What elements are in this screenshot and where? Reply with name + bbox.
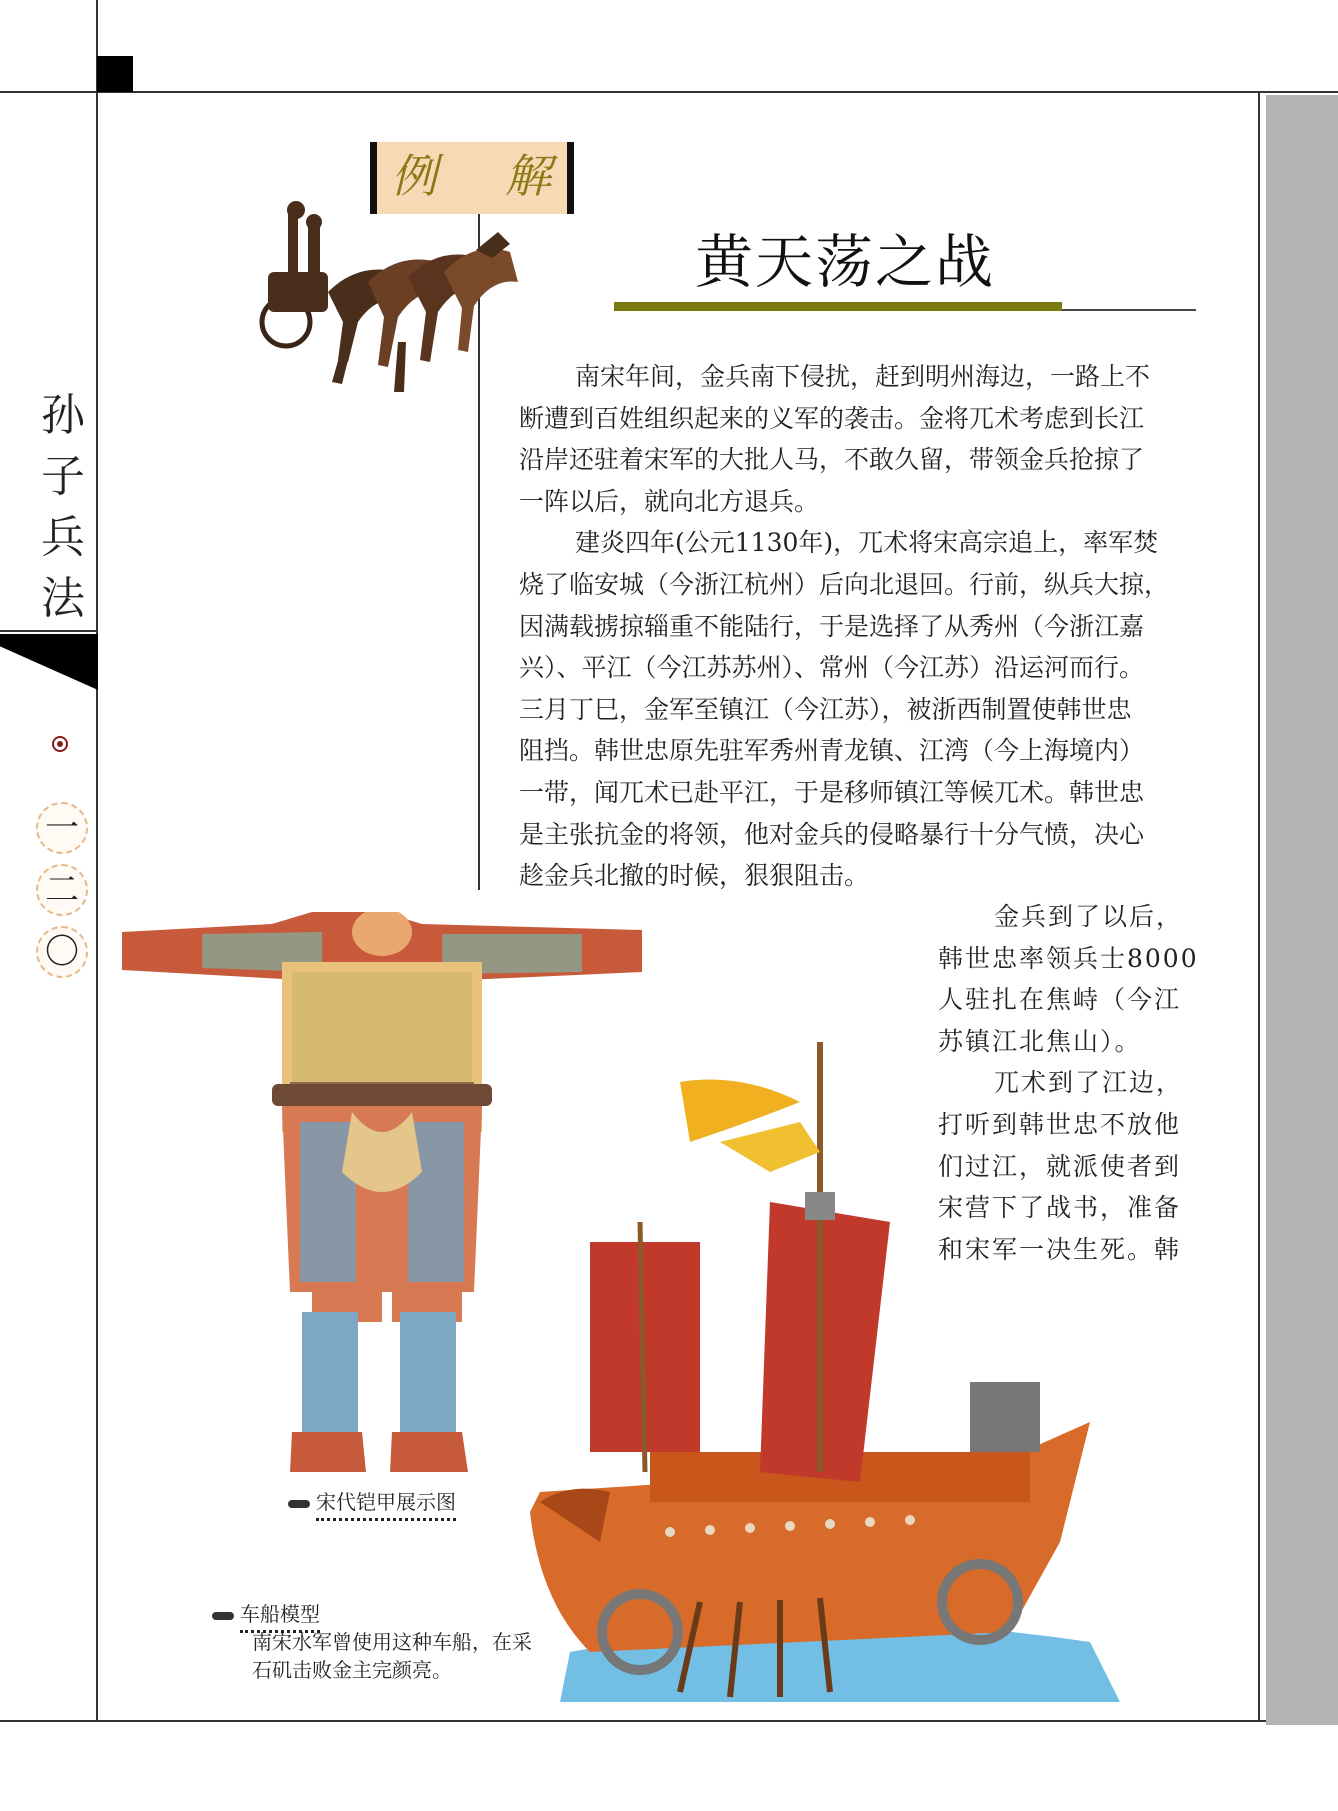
- armor-caption-text: 宋代铠甲展示图: [316, 1490, 456, 1521]
- right-margin-line: [1258, 91, 1260, 1722]
- horse-icon: [212, 1612, 234, 1620]
- text-line: 们过江，就派使者到: [938, 1151, 1182, 1181]
- page-number-char: 〇: [36, 926, 88, 978]
- bottom-border-line: [0, 1720, 1338, 1722]
- text-line: 兴）、平江（今江苏苏州）、常州（今江苏）沿运河而行。: [519, 653, 1145, 683]
- body-text-main: [519, 356, 1196, 897]
- armor-caption: [288, 1488, 456, 1516]
- book-title-char: 子: [41, 451, 85, 502]
- text-line: 韩世忠率领兵士8000: [938, 943, 1199, 973]
- chariot-illustration: [248, 192, 524, 404]
- text-line: 和宋军一决生死。韩: [938, 1234, 1182, 1264]
- text-line: 兀术到了江边，: [994, 1068, 1184, 1098]
- text-line: 人驻扎在焦峙（今江: [938, 985, 1182, 1015]
- text-line: 打听到韩世忠不放他: [938, 1109, 1182, 1139]
- ship-illustration: [530, 1042, 1130, 1712]
- text-line: 是主张抗金的将领，他对金兵的侵略暴行十分气愤，决心: [519, 819, 1145, 849]
- page-number-char: 二: [36, 864, 88, 916]
- ship-caption-desc-1: 南宋水军曾使用这种车船，在采: [252, 1630, 532, 1654]
- text-line: 阻挡。韩世忠原先驻军秀州青龙镇、江湾（今上海境内）: [519, 736, 1145, 766]
- side-wedge-decoration: [0, 634, 98, 690]
- section-tag-char: 解: [505, 149, 551, 203]
- book-title-char: 孙: [41, 390, 85, 441]
- text-line: 南宋年间，金兵南下侵扰，赶到明州海边，一路上不: [575, 362, 1151, 391]
- text-line: 沿岸还驻着宋军的大批人马，不敢久留，带领金兵抢掠了: [519, 445, 1145, 475]
- book-title-vertical: [30, 385, 96, 629]
- text-line: 趁金兵北撤的时候，狠狠阻击。: [519, 861, 870, 891]
- book-title-char: 法: [41, 573, 85, 624]
- text-line: 一带，闻兀术已赴平江，于是移师镇江等候兀术。韩世忠: [519, 777, 1145, 807]
- title-underline-line: [1062, 309, 1196, 311]
- top-border-line: [0, 91, 1338, 93]
- title-underline-bar: [614, 302, 1062, 311]
- section-tag-char: 例: [391, 149, 437, 203]
- text-line: 断遭到百姓组织起来的义军的袭击。金将兀术考虑到长江: [519, 403, 1145, 433]
- ship-caption-desc-2: 石矶击败金主完颜亮。: [252, 1658, 452, 1682]
- text-line: 建炎四年(公元1130年)，兀术将宋高宗追上，率军焚: [575, 528, 1159, 558]
- left-margin-line: [96, 0, 98, 1722]
- page-number-char: 一: [36, 802, 88, 854]
- book-title-char: 兵: [41, 512, 85, 563]
- right-sidebar-bar: [1266, 95, 1338, 1725]
- text-line: 因满载掳掠辎重不能陆行，于是选择了从秀州（今浙江嘉: [519, 611, 1145, 641]
- horse-icon: [288, 1500, 310, 1508]
- text-line: 三月丁巳，金军至镇江（今江苏），被浙西制置使韩世忠: [519, 694, 1132, 724]
- bullet-ring-icon: [52, 736, 68, 752]
- text-line: 金兵到了以后，: [994, 902, 1184, 931]
- text-line: 一阵以后，就向北方退兵。: [519, 486, 820, 516]
- text-line: 苏镇江北焦山）。: [938, 1026, 1142, 1056]
- ship-caption-title: 车船模型: [240, 1602, 320, 1633]
- page-title: 黄天荡之战: [694, 228, 995, 296]
- corner-marker: [97, 56, 133, 92]
- side-divider: [0, 630, 98, 632]
- text-line: 烧了临安城（今浙江杭州）后向北退回。行前，纵兵大掠，: [519, 569, 1170, 599]
- text-line: 宋营下了战书，准备: [938, 1193, 1182, 1223]
- ship-caption: [212, 1600, 542, 1684]
